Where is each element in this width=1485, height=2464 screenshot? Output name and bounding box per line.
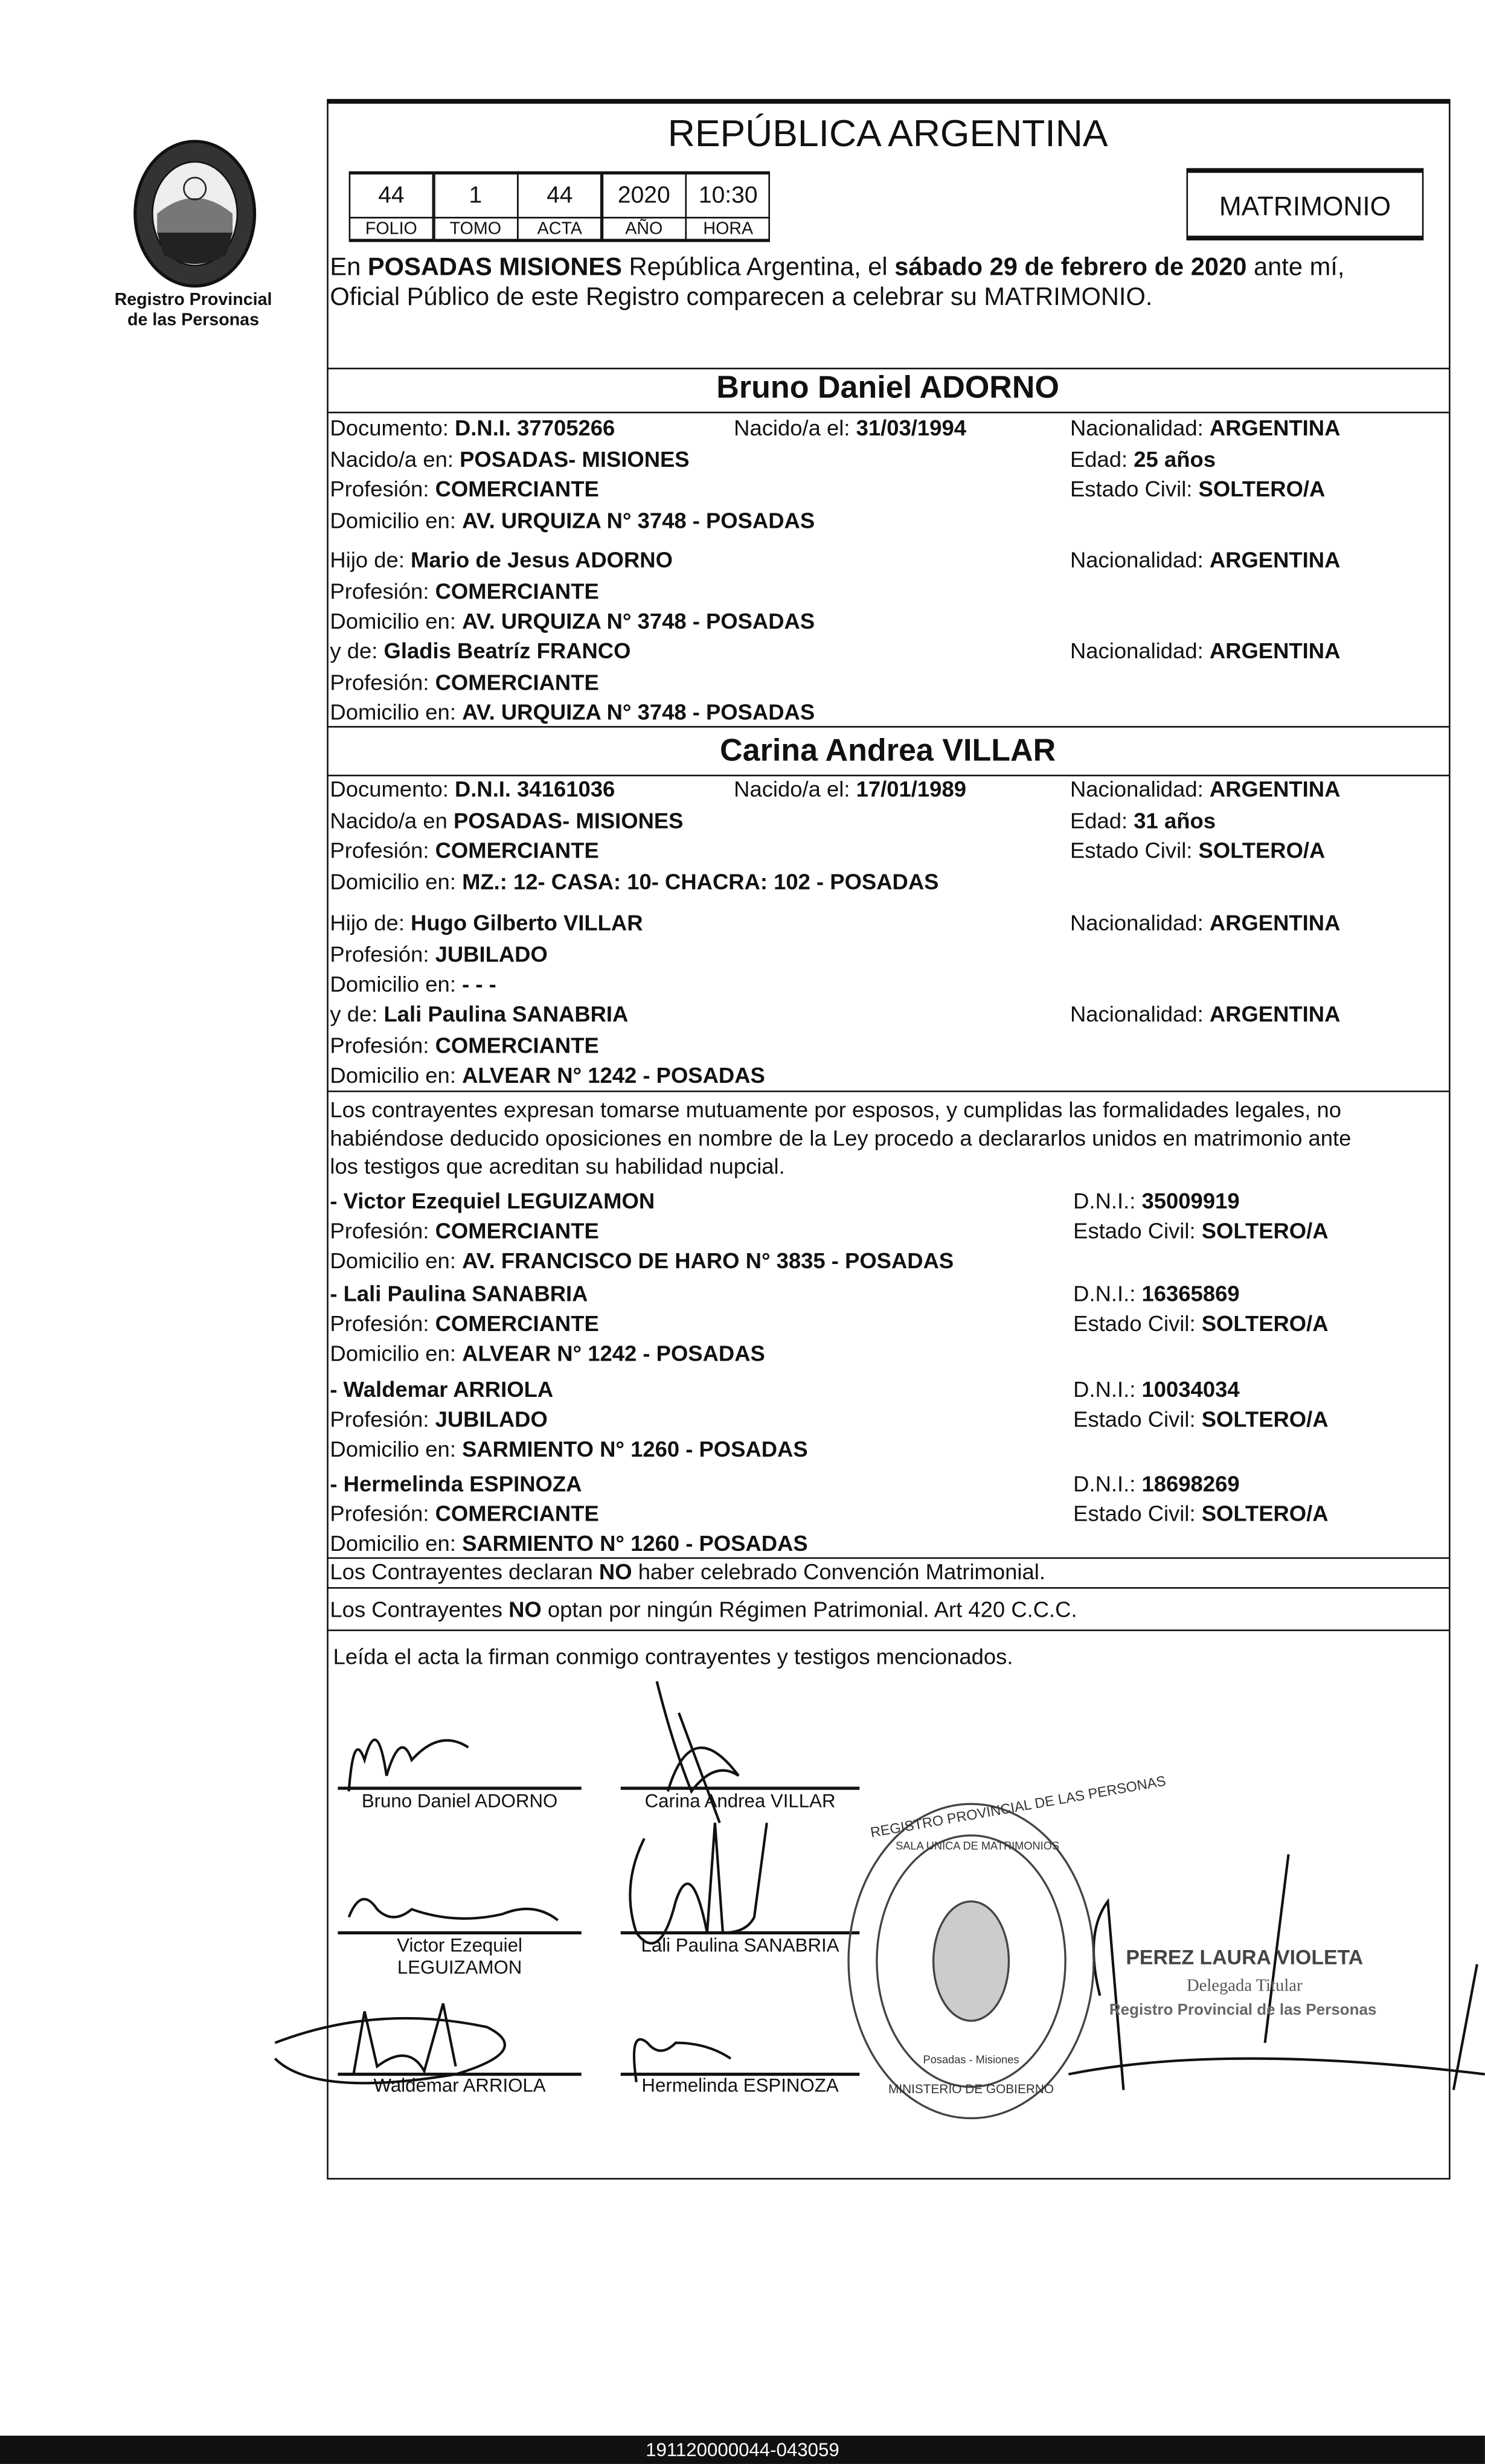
witnesses-2-profession: JUBILADO bbox=[435, 1406, 548, 1432]
labels-estado: Estado Civil: bbox=[1073, 1406, 1202, 1432]
labels-profesion: Profesión: bbox=[330, 1406, 435, 1432]
labels-profesion: Profesión: bbox=[330, 1500, 435, 1526]
registry-value-hora: 10:30 bbox=[685, 172, 771, 219]
stamp-outer-text: REGISTRO PROVINCIAL DE LAS PERSONAS bbox=[869, 1773, 1167, 1841]
labels-dni: D.N.I.: bbox=[1073, 1188, 1142, 1213]
spouse2-father-nationality: ARGENTINA bbox=[1209, 910, 1341, 935]
witnesses-3-profession: COMERCIANTE bbox=[435, 1500, 599, 1526]
signature-witness2 bbox=[630, 1823, 766, 1943]
labels-domicilio: Domicilio en: bbox=[330, 1340, 463, 1366]
spouse2-address: MZ.: 12- CASA: 10- CHACRA: 102 - POSADAS bbox=[462, 868, 939, 894]
witnesses-2-civil: SOLTERO/A bbox=[1201, 1406, 1329, 1432]
witnesses-3-dni: 18698269 bbox=[1141, 1471, 1240, 1497]
regime-a: Los Contrayentes bbox=[330, 1596, 509, 1622]
spouse2-civil: SOLTERO/A bbox=[1198, 837, 1326, 863]
spouse2-mother-profession: COMERCIANTE bbox=[435, 1031, 599, 1057]
labels-domicilio: Domicilio en: bbox=[330, 507, 463, 532]
intro-date: sábado 29 de febrero de 2020 bbox=[894, 254, 1247, 281]
signature-label-spouse2: Carina Andrea VILLAR bbox=[644, 1789, 836, 1812]
stamp-city-text: Posadas - Misiones bbox=[923, 2055, 1019, 2067]
witnesses-1-dni: 16365869 bbox=[1141, 1280, 1240, 1306]
spouse1-mother-nationality: ARGENTINA bbox=[1209, 638, 1341, 664]
witnesses-1-civil: SOLTERO/A bbox=[1201, 1311, 1329, 1336]
labels-domicilio: Domicilio en: bbox=[330, 1062, 463, 1088]
official-title: Delegada Titular bbox=[1186, 1977, 1303, 1996]
spouse2-father-address: - - - bbox=[462, 971, 496, 996]
signature-witness1 bbox=[349, 1899, 558, 1920]
registry-value-año: 2020 bbox=[601, 172, 687, 219]
declaration-1: habiéndose deducido oposiciones en nombre de la Ley procedo a declararlos unidos en matrimonio ante bbox=[330, 1125, 1352, 1150]
witnesses-3-civil: SOLTERO/A bbox=[1201, 1500, 1329, 1526]
witnesses-0-profession: COMERCIANTE bbox=[435, 1218, 599, 1243]
labels-nacido_el: Nacido/a el: bbox=[734, 414, 856, 440]
registry-label-año: AÑO bbox=[601, 217, 687, 242]
signatures-s3a: Victor Ezequiel bbox=[397, 1934, 522, 1957]
declaration-0: Los contrayentes expresan tomarse mutuamente por esposos, y cumplidas las formalidades legales, no bbox=[330, 1097, 1341, 1122]
signature-official bbox=[1068, 1854, 1485, 2090]
signature-witness4 bbox=[634, 2039, 731, 2082]
registry-value-acta: 44 bbox=[518, 172, 603, 219]
signatures-s3b: LEGUIZAMON bbox=[397, 1956, 522, 1978]
spouse2-doc: D.N.I. 34161036 bbox=[454, 776, 615, 802]
spouse1-mother-profession: COMERCIANTE bbox=[435, 669, 599, 694]
labels-domicilio: Domicilio en: bbox=[330, 868, 463, 894]
witnesses-0-civil: SOLTERO/A bbox=[1201, 1218, 1329, 1243]
witnesses-3-name: - Hermelinda ESPINOZA bbox=[330, 1471, 582, 1497]
signature-label-witness4: Hermelinda ESPINOZA bbox=[641, 2074, 839, 2097]
spouse1-born_in: POSADAS- MISIONES bbox=[460, 445, 690, 471]
intro-p2: República Argentina, el bbox=[621, 254, 895, 281]
spouse2-father-profession: JUBILADO bbox=[435, 940, 548, 966]
registry-label-acta: ACTA bbox=[518, 217, 603, 242]
witnesses-2-address: SARMIENTO N° 1260 - POSADAS bbox=[462, 1436, 808, 1461]
labels-documento: Documento: bbox=[330, 414, 455, 440]
spouse2-mother-nationality: ARGENTINA bbox=[1209, 1001, 1341, 1027]
labels-profesion: Profesión: bbox=[330, 837, 435, 863]
spouse2-father-name: Hugo Gilberto VILLAR bbox=[411, 910, 643, 935]
logo-line2: de las Personas bbox=[127, 311, 260, 330]
spouse2-born_date: 17/01/1989 bbox=[856, 776, 966, 802]
labels-nacionalidad: Nacionalidad: bbox=[1070, 638, 1210, 664]
labels-dni: D.N.I.: bbox=[1073, 1376, 1142, 1402]
reading-text: Leída el acta la firman conmigo contrayentes y testigos mencionados. bbox=[333, 1643, 1013, 1669]
spouse1-father-address: AV. URQUIZA N° 3748 - POSADAS bbox=[462, 608, 815, 634]
intro-p3: ante mí, bbox=[1246, 254, 1345, 281]
spouse2-age: 31 años bbox=[1134, 807, 1216, 832]
witnesses-3-address: SARMIENTO N° 1260 - POSADAS bbox=[462, 1530, 808, 1556]
spouse1-address: AV. URQUIZA N° 3748 - POSADAS bbox=[462, 507, 815, 532]
witnesses-2-dni: 10034034 bbox=[1141, 1376, 1240, 1402]
labels-domicilio: Domicilio en: bbox=[330, 971, 463, 996]
document-type-box: MATRIMONIO bbox=[1187, 168, 1424, 240]
labels-domicilio: Domicilio en: bbox=[330, 608, 463, 634]
spouse2-nationality: ARGENTINA bbox=[1209, 776, 1341, 802]
registry-label-tomo: TOMO bbox=[433, 217, 518, 242]
labels-nacido_en2: Nacido/a en bbox=[330, 807, 454, 832]
labels-nacionalidad: Nacionalidad: bbox=[1070, 776, 1210, 802]
labels-profesion: Profesión: bbox=[330, 669, 435, 694]
labels-estado: Estado Civil: bbox=[1073, 1311, 1202, 1336]
labels-domicilio: Domicilio en: bbox=[330, 1247, 463, 1273]
signature-label-spouse1: Bruno Daniel ADORNO bbox=[361, 1789, 558, 1812]
spouse1-born_date: 31/03/1994 bbox=[856, 414, 966, 440]
intro-place: POSADAS MISIONES bbox=[367, 254, 622, 281]
witnesses-2-name: - Waldemar ARRIOLA bbox=[330, 1376, 554, 1402]
labels-hijo: Hijo de: bbox=[330, 910, 411, 935]
witnesses-0-dni: 35009919 bbox=[1141, 1188, 1240, 1213]
witnesses-0-address: AV. FRANCISCO DE HARO N° 3835 - POSADAS bbox=[462, 1247, 954, 1273]
spouse1-profession: COMERCIANTE bbox=[435, 476, 599, 502]
spouse1-father-profession: COMERCIANTE bbox=[435, 577, 599, 603]
labels-dni: D.N.I.: bbox=[1073, 1280, 1142, 1306]
spouse1-father-nationality: ARGENTINA bbox=[1209, 547, 1341, 573]
labels-yde: y de: bbox=[330, 1001, 384, 1027]
signature-label-witness3: Waldemar ARRIOLA bbox=[373, 2074, 546, 2097]
convention-b: NO bbox=[598, 1559, 632, 1584]
labels-estado: Estado Civil: bbox=[1073, 1218, 1202, 1243]
labels-estado: Estado Civil: bbox=[1073, 1500, 1202, 1526]
registry-value-tomo: 1 bbox=[433, 172, 518, 219]
official-name: PEREZ LAURA VIOLETA bbox=[1126, 1945, 1364, 1969]
stamp-bottom-text: MINISTERIO DE GOBIERNO bbox=[888, 2082, 1054, 2097]
labels-profesion: Profesión: bbox=[330, 940, 435, 966]
labels-hijo: Hijo de: bbox=[330, 547, 411, 573]
labels-profesion: Profesión: bbox=[330, 1218, 435, 1243]
intro-p1: En bbox=[330, 254, 368, 281]
spouse2-profession: COMERCIANTE bbox=[435, 837, 599, 863]
labels-domicilio: Domicilio en: bbox=[330, 1436, 463, 1461]
labels-nacionalidad: Nacionalidad: bbox=[1070, 547, 1210, 573]
registry-value-folio: 44 bbox=[349, 172, 434, 219]
labels-nacionalidad: Nacionalidad: bbox=[1070, 1001, 1210, 1027]
labels-documento: Documento: bbox=[330, 776, 455, 802]
witnesses-0-name: - Victor Ezequiel LEGUIZAMON bbox=[330, 1188, 655, 1213]
spouse2-mother-name: Lali Paulina SANABRIA bbox=[383, 1001, 629, 1027]
document-barcode-footer: 191120000044-043059 bbox=[0, 2436, 1485, 2464]
labels-estado: Estado Civil: bbox=[1070, 476, 1199, 502]
logo-line1: Registro Provincial bbox=[114, 290, 272, 310]
labels-dni: D.N.I.: bbox=[1073, 1471, 1142, 1497]
regime-b: NO bbox=[508, 1596, 542, 1622]
registry-label-hora: HORA bbox=[685, 217, 771, 242]
spouse1-name: Bruno Daniel ADORNO bbox=[716, 371, 1059, 406]
document-title: REPÚBLICA ARGENTINA bbox=[667, 113, 1108, 156]
signature-spouse2 bbox=[657, 1681, 739, 1823]
intro-line2: Oficial Público de este Registro comparecen a celebrar su MATRIMONIO. bbox=[330, 284, 1153, 312]
stamp-inner-text: SALA UNICA DE MATRIMONIOS bbox=[896, 1841, 1060, 1853]
spouse1-nationality: ARGENTINA bbox=[1209, 414, 1341, 440]
labels-profesion: Profesión: bbox=[330, 577, 435, 603]
labels-edad: Edad: bbox=[1070, 807, 1134, 832]
labels-nacionalidad: Nacionalidad: bbox=[1070, 414, 1210, 440]
registry-label-folio: FOLIO bbox=[349, 217, 434, 242]
spouse2-mother-address: ALVEAR N° 1242 - POSADAS bbox=[462, 1062, 765, 1088]
labels-profesion: Profesión: bbox=[330, 476, 435, 502]
labels-domicilio: Domicilio en: bbox=[330, 699, 463, 725]
spouse1-mother-name: Gladis Beatríz FRANCO bbox=[383, 638, 631, 664]
spouse1-doc: D.N.I. 37705266 bbox=[454, 414, 615, 440]
labels-domicilio: Domicilio en: bbox=[330, 1530, 463, 1556]
spouse2-born_in: POSADAS- MISIONES bbox=[453, 807, 684, 832]
convention-a: Los Contrayentes declaran bbox=[330, 1559, 599, 1584]
signature-spouse1 bbox=[349, 1740, 469, 1791]
spouse2-name: Carina Andrea VILLAR bbox=[720, 734, 1056, 769]
convention-c: haber celebrado Convención Matrimonial. bbox=[632, 1559, 1046, 1584]
labels-nacionalidad: Nacionalidad: bbox=[1070, 910, 1210, 935]
signature-witness3 bbox=[275, 2004, 505, 2084]
regime-c: optan por ningún Régimen Patrimonial. Art 420 C.C.C. bbox=[541, 1596, 1077, 1622]
official-org: Registro Provincial de las Personas bbox=[1109, 2001, 1377, 2020]
labels-edad: Edad: bbox=[1070, 445, 1134, 471]
spouse1-mother-address: AV. URQUIZA N° 3748 - POSADAS bbox=[462, 699, 815, 725]
signature-label-witness2: Lali Paulina SANABRIA bbox=[641, 1934, 839, 1957]
labels-profesion: Profesión: bbox=[330, 1311, 435, 1336]
labels-yde: y de: bbox=[330, 638, 384, 664]
labels-profesion: Profesión: bbox=[330, 1031, 435, 1057]
labels-nacido_el: Nacido/a el: bbox=[734, 776, 856, 802]
witnesses-1-address: ALVEAR N° 1242 - POSADAS bbox=[462, 1340, 765, 1366]
witnesses-1-profession: COMERCIANTE bbox=[435, 1311, 599, 1336]
spouse1-age: 25 años bbox=[1134, 445, 1216, 471]
spouse1-father-name: Mario de Jesus ADORNO bbox=[411, 547, 673, 573]
labels-estado: Estado Civil: bbox=[1070, 837, 1199, 863]
witnesses-1-name: - Lali Paulina SANABRIA bbox=[330, 1280, 588, 1306]
declaration-2: los testigos que acreditan su habilidad nupcial. bbox=[330, 1153, 785, 1179]
spouse1-civil: SOLTERO/A bbox=[1198, 476, 1326, 502]
labels-nacido_en: Nacido/a en: bbox=[330, 445, 460, 471]
